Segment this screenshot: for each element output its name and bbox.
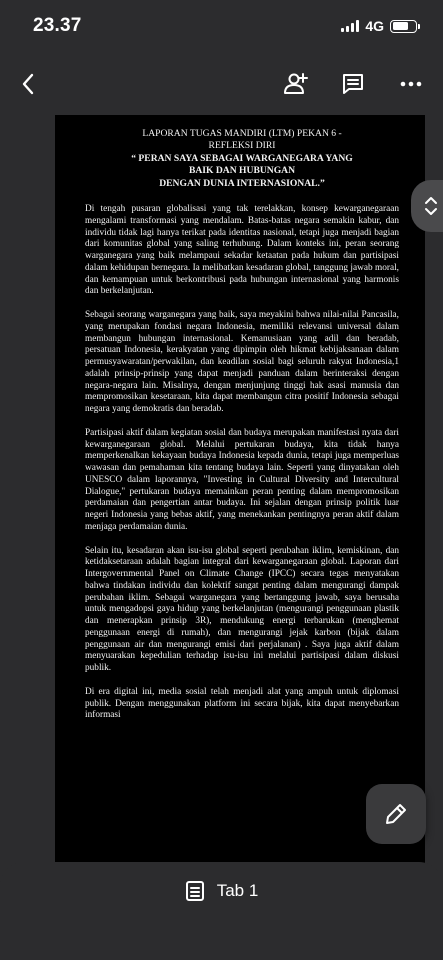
header-line: REFLEKSI DIRI [208,140,276,152]
header-line: LAPORAN TUGAS MANDIRI (LTM) PEKAN 6 - [142,128,342,139]
status-bar [0,0,443,52]
paragraph: Selain itu, kesadaran akan isu-isu global seperti perubahan iklim, kemiskinan, dan ketidaksetaraan adalah bagian integral dari kewarganegaraan global. Laporan dari Intergovernmental Panel on Climate Change (IPCC) secara tegas menyatakan bahwa tindakan individu dan kolektif sangat penting dalam mengurangi dampak perubahan iklim. Sebagai warganegara yang bertanggung jawab, saya berusaha untuk mengadopsi gaya hidup yang berkelanjutan (mengurangi penggunaan plastik dan menerapkan prinsip 3R), mendukung energi terbarukan (menghemat penggunaan energi di rumah), dan mengurangi jejak karbon (bijak dalam penggunaan air dan mengurangi emisi dari perjalanan) . Saya juga aktif dalam menyuarakan kepedulian terhadap isu-isu ini melalui partisipasi dalam diskusi publik. [85,545,399,674]
more-options-button[interactable] [397,70,425,98]
document-tab-icon [185,880,205,902]
top-toolbar [0,58,443,110]
scroll-handle[interactable] [411,180,443,232]
bottom-bar [0,862,443,960]
document-header [85,128,399,190]
comment-icon [341,72,365,96]
paragraph: Di era digital ini, media sosial telah menjadi alat yang ampuh untuk diplomasi publik. Dengan menggunakan platform ini secara bijak, kita dapat menyebarkan informasi [85,686,399,721]
tab-label: Tab 1 [216,881,259,900]
paragraph: Partisipasi aktif dalam kegiatan sosial dan budaya merupakan manifestasi nyata dari kewarganegaraan global. Melalui pertukaran budaya, kita tidak hanya memperkenalkan kekayaan budaya Indonesia kepada dunia, tetapi juga memperluas wawasan dan pemahaman kita tentang budaya lain. Seperti yang dinyatakan oleh UNESCO dalam laporannya, "Investing in Cultural Diversity and Intercultural Dialogue," pertukaran budaya memainkan peran penting dalam mempromosikan perdamaian dan pengertian antar budaya. Ini sejalan dengan prinsip politik luar negeri Indonesia yang bebas aktif, yang menekankan pentingnya peran aktif dalam menjaga perdamaian dunia. [85,427,399,532]
status-time: 23.37 [33,15,82,36]
signal-icon [341,20,359,32]
network-type: 4G [365,18,384,34]
edit-button[interactable] [366,784,426,844]
tab-selector-button[interactable] [185,880,259,902]
back-button[interactable] [14,70,42,98]
chevron-up-icon [424,196,438,205]
chevron-down-icon [424,207,438,216]
document-title: BAIK DAN HUBUNGAN [188,165,296,177]
document-title: DENGAN DUNIA INTERNASIONAL.” [159,177,325,189]
battery-icon [390,20,417,33]
pencil-icon [383,801,409,827]
more-horizontal-icon [400,81,422,87]
comments-button[interactable] [339,70,367,98]
person-add-icon [281,72,309,96]
paragraph: Di tengah pusaran globalisasi yang tak terelakkan, konsep kewarganegaraan mengalami transformasi yang mendalam. Batas-batas negara semakin kabur, dan individu tidak lagi hanya terikat pada identitas nasional, tetapi juga menjadi bagian dari komunitas global yang saling terhubung. Dalam konteks ini, peran seorang warganegara yang baik melampaui sekadar ketaatan pada hukum dan partisipasi dalam kehidupan bernegara. Ia melibatkan kesadaran global, tanggung jawab moral, dan kemampuan untuk berkontribusi pada hubungan internasional yang harmonis dan berkelanjutan. [85,204,399,297]
status-indicators [341,18,417,34]
chevron-left-icon [20,72,36,96]
document-title: “ PERAN SAYA SEBAGAI WARGANEGARA YANG [131,152,353,164]
add-person-button[interactable] [281,70,309,98]
paragraph: Sebagai seorang warganegara yang baik, saya meyakini bahwa nilai-nilai Pancasila, yang merupakan fondasi negara Indonesia, memiliki relevansi universal dalam membangun hubungan internasional. Kemanusiaan yang adil dan beradab, persatuan Indonesia, kerakyatan yang dipimpin oleh hikmat kebijaksanaan dalam permusyawaratan/perwakilan, dan keadilan sosial bagi seluruh rakyat Indonesia,1 adalah prinsip-prinsip yang dapat menjadi panduan dalam berinteraksi dengan negara-negara lain. Misalnya, dengan menjunjung tinggi hak asasi manusia dan mempromosikan kesetaraan, kita dapat membangun citra positif Indonesia sebagai negara yang demokratis dan beradab. [85,310,399,415]
